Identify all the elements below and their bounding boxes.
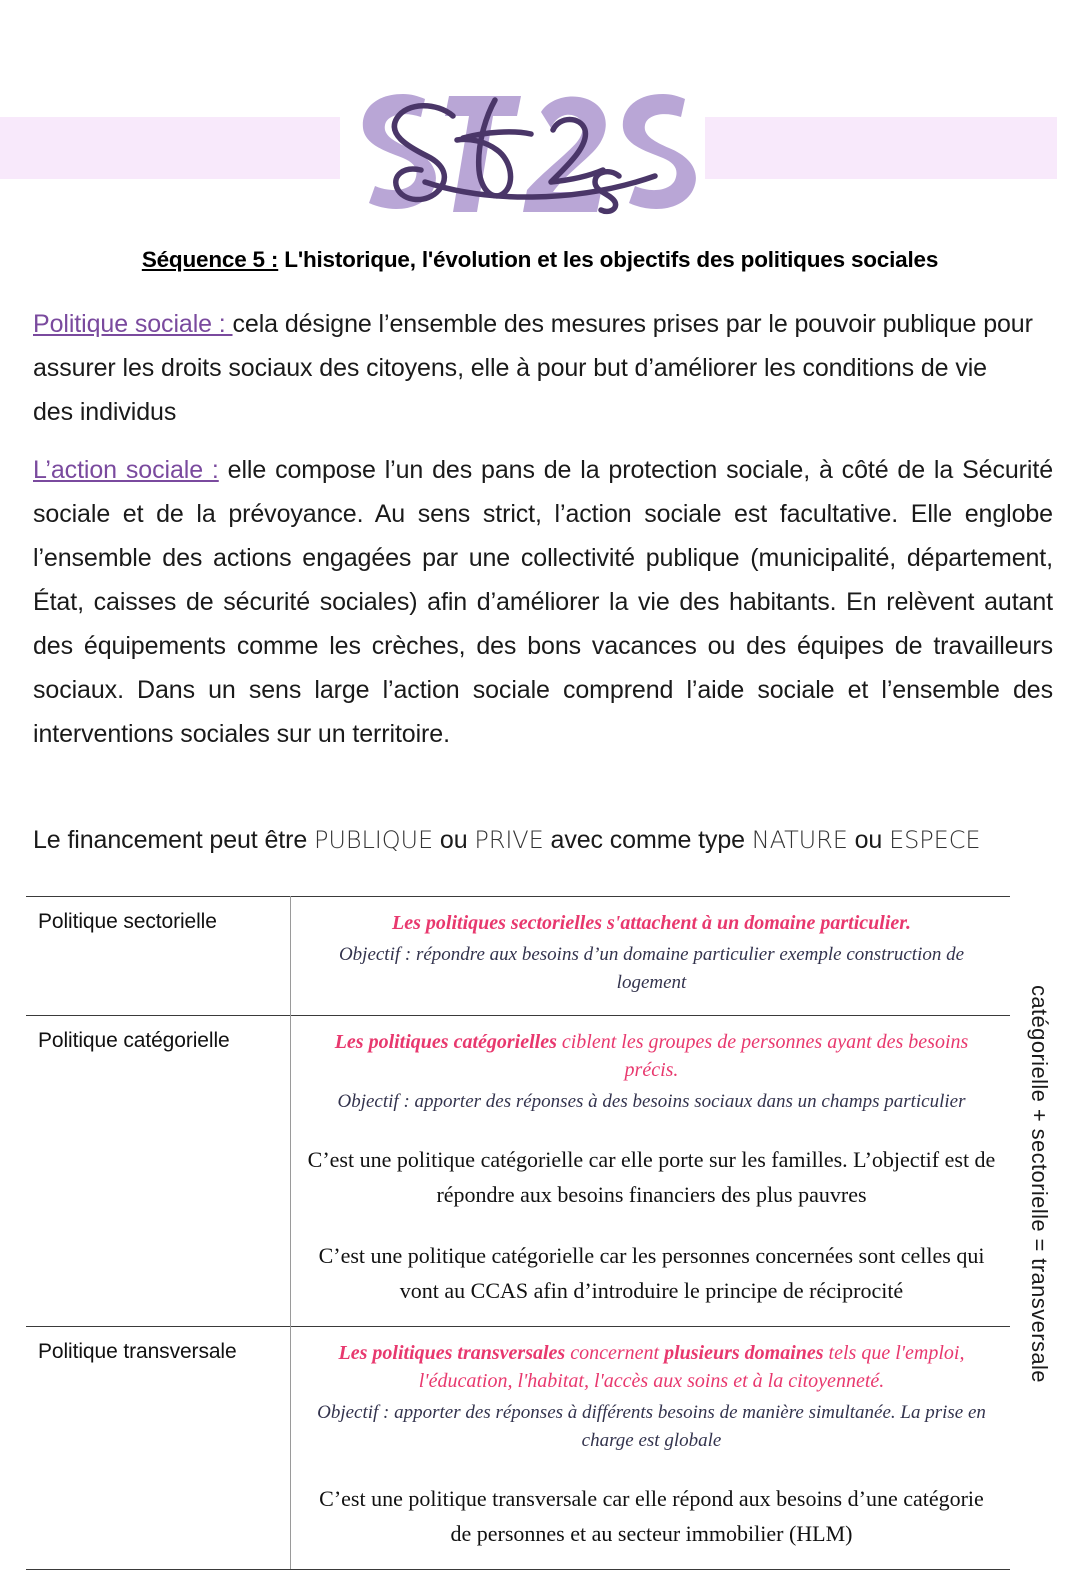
definition-pink-sectorielle — [307, 909, 996, 937]
definition-pink-transversale — [307, 1339, 996, 1395]
pink-bold-1: Les politiques sectorielles s'attachent à un domaine particulier. — [392, 912, 911, 934]
margin-note-text: catégorielle + sectorielle = transversale — [1027, 985, 1052, 1383]
row-content-transversale — [291, 1327, 1011, 1570]
definition-action-sociale: elle compose l’un des pans de la protection sociale, à côté de la Sécurité sociale et de la prévoyance. Au sens strict, l’action sociale est facultative. Elle englobe l’ensemble des actions engagées par une collectivité publique (municipalité, département, État, caisses de sécurité sociales) afin d’améliorer la vie des habitants. En relèvent autant des équipements comme les crèches, des bons vacances ou des équipes de travailleurs sociaux. Dans un sens large l’action sociale comprend l’aide sociale et l’ensemble des interventions sociales sur un territoire. — [33, 456, 1053, 748]
financement-seg-7: ou — [847, 826, 890, 854]
table-row — [26, 1016, 1010, 1327]
financement-prive: PRIVE — [474, 826, 544, 854]
margin-note-rotated — [1020, 985, 1060, 1495]
example-block: C’est une politique catégorielle car les personnes concernées sont celles qui vont au CCAS afin d’introduire le principe de réciprocité — [318, 1243, 985, 1303]
financement-seg-5: avec comme type — [543, 826, 752, 854]
pink-bold-3: Les politiques transversales — [338, 1342, 571, 1364]
page-title-prefix: Séquence 5 : — [141, 247, 279, 272]
financement-nature: NATURE — [751, 826, 848, 854]
financement-espece: ESPECE — [889, 826, 981, 854]
header-band-right — [705, 117, 1057, 179]
row-content-categorielle — [291, 1016, 1011, 1327]
row-content-sectorielle — [291, 897, 1011, 1016]
header-band-left — [0, 117, 340, 179]
definition-pink-categorielle — [307, 1028, 996, 1084]
example-block: C’est une politique transversale car elle répond aux besoins d’une catégorie de personnes et au secteur immobilier (HLM) — [319, 1486, 984, 1546]
pink-bold2-3: plusieurs domaines — [664, 1342, 829, 1364]
financement-seg-3: ou — [433, 826, 475, 854]
page-title-rest: L'historique, l'évolution et les objectifs des politiques sociales — [278, 247, 939, 272]
st2s-logo — [345, 72, 705, 232]
objectif-categorielle: Objectif : apporter des réponses à des besoins sociaux dans un champs particulier — [337, 1091, 966, 1112]
pink-bold-2: Les politiques catégorielles — [334, 1031, 562, 1053]
row-label-categorielle: Politique catégorielle — [26, 1016, 291, 1327]
table-row — [26, 897, 1010, 1016]
example-block: C’est une politique catégorielle car elle porte sur les familles. L’objectif est de répondre aux besoins financiers des plus pauvres — [307, 1147, 996, 1207]
row-label-sectorielle: Politique sectorielle — [26, 897, 291, 1016]
paragraph-action-sociale — [33, 448, 1053, 756]
paragraph-politique-sociale — [33, 302, 1033, 434]
definition-politique-sociale: cela désigne l’ensemble des mesures prises par le pouvoir publique pour assurer les droits sociaux des citoyens, elle à pour but d’améliorer les conditions de vie des individus — [33, 310, 1033, 426]
page-header — [0, 0, 1080, 238]
pink-rest2-3: tels que l'emploi, l'éducation, l'habitat, l'accès aux soins et à la citoyenneté. — [418, 1342, 965, 1392]
objectif-sectorielle: Objectif : répondre aux besoins d’un domaine particulier exemple construction de logement — [338, 944, 965, 993]
pink-rest-2: ciblent les groupes de personnes ayant des besoins précis. — [561, 1031, 969, 1081]
term-action-sociale: L’action sociale : — [33, 456, 219, 484]
paragraph-financement — [33, 818, 1043, 862]
objectif-transversale: Objectif : apporter des réponses à différents besoins de manière simultanée. La prise en charge est globale — [317, 1402, 986, 1451]
pink-rest-3: concernent — [570, 1342, 665, 1364]
financement-seg-1: Le financement peut être — [33, 826, 315, 854]
financement-publique: PUBLIQUE — [314, 826, 434, 854]
page-title — [0, 247, 1080, 273]
row-label-transversale: Politique transversale — [26, 1327, 291, 1570]
term-politique-sociale: Politique sociale : — [33, 310, 233, 338]
table-row — [26, 1327, 1010, 1570]
policy-types-table — [26, 896, 1010, 1570]
